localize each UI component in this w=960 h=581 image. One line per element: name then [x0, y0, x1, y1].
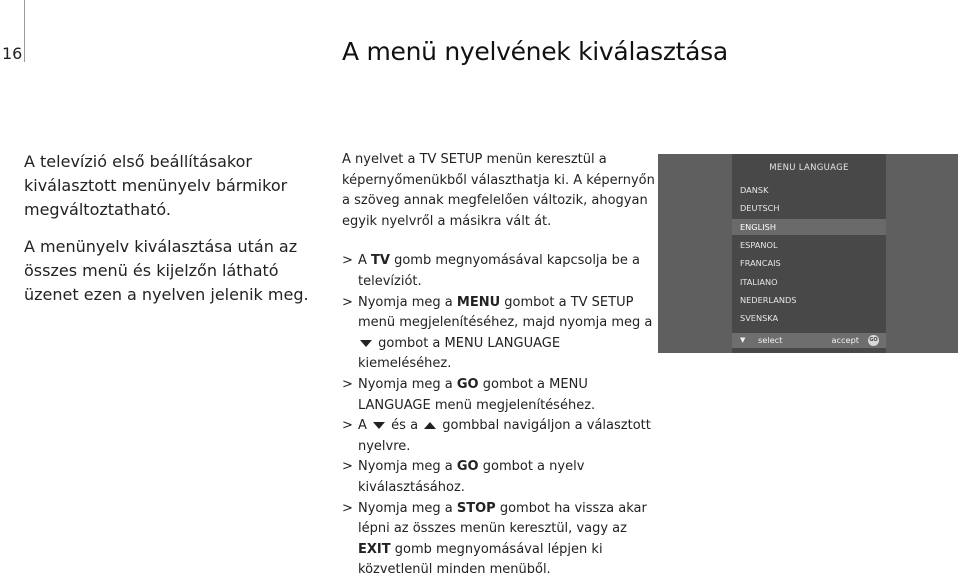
triangle-up-icon: [424, 422, 436, 429]
tv-menu-screenshot: [658, 154, 958, 353]
menu-item-francais[interactable]: FRANCAIS: [740, 258, 781, 268]
step-1: > A TV gomb megnyomásával kapcsolja be a televíziót.: [342, 251, 657, 292]
page-title: A menü nyelvének kiválasztása: [342, 37, 728, 66]
triangle-down-icon: [360, 340, 372, 347]
accept-hint: accept: [831, 335, 859, 345]
menu-item-italiano[interactable]: ITALIANO: [740, 277, 778, 287]
menu-title: MENU LANGUAGE: [769, 163, 849, 173]
step-6: > Nyomja meg a STOP gombot ha vissza akar lépni az összes menün keresztül, vagy az EXIT gomb megnyomásával lépjen ki közvetlenül minden menüből.: [342, 499, 657, 581]
menu-item-svenska[interactable]: SVENSKA: [740, 313, 779, 323]
page-number: 16: [2, 44, 23, 63]
intro-paragraph-1: A televízió első beállításakor kiválasztott menünyelv bármikor megváltoztatható.: [24, 152, 288, 219]
triangle-down-icon: [373, 422, 385, 429]
step-3: > Nyomja meg a GO gombot a MENU LANGUAGE menü megjelenítéséhez.: [342, 375, 657, 416]
instructions-paragraph: A nyelvet a TV SETUP menün keresztül a képernyőmenükből választhatja ki. A képernyőn a szöveg annak megfelelően változik, ahogyan egyik nyelvről a másikra vált át.: [342, 152, 655, 229]
go-button-icon: GO: [868, 335, 879, 346]
margin-rule: [24, 0, 25, 62]
menu-item-nederlands[interactable]: NEDERLANDS: [740, 295, 797, 305]
menu-item-dansk[interactable]: DANSK: [740, 185, 769, 195]
step-5: > Nyomja meg a GO gombot a nyelv kiválasztásához.: [342, 457, 657, 498]
steps-list: [342, 251, 657, 581]
menu-item-deutsch[interactable]: DEUTSCH: [740, 203, 780, 213]
instructions-column: [342, 150, 657, 581]
step-4: > A és a gombbal navigáljon a választott nyelvre.: [342, 416, 657, 457]
down-arrow-icon: ▼: [740, 336, 746, 344]
menu-item-english[interactable]: ENGLISH: [732, 219, 886, 235]
step-2: > Nyomja meg a MENU gombot a TV SETUP menü megjelenítéséhez, majd nyomja meg a gombot a MENU LANGUAGE kiemeléséhez.: [342, 293, 657, 375]
menu-language-panel: [732, 154, 886, 353]
intro-paragraph-2: A menünyelv kiválasztása után az összes menü és kijelzőn látható üzenet ezen a nyelven jelenik meg.: [24, 237, 309, 304]
menu-help-bar: [732, 333, 886, 348]
select-hint: select: [758, 335, 783, 345]
menu-item-espanol[interactable]: ESPANOL: [740, 240, 778, 250]
intro-column: [24, 150, 324, 320]
